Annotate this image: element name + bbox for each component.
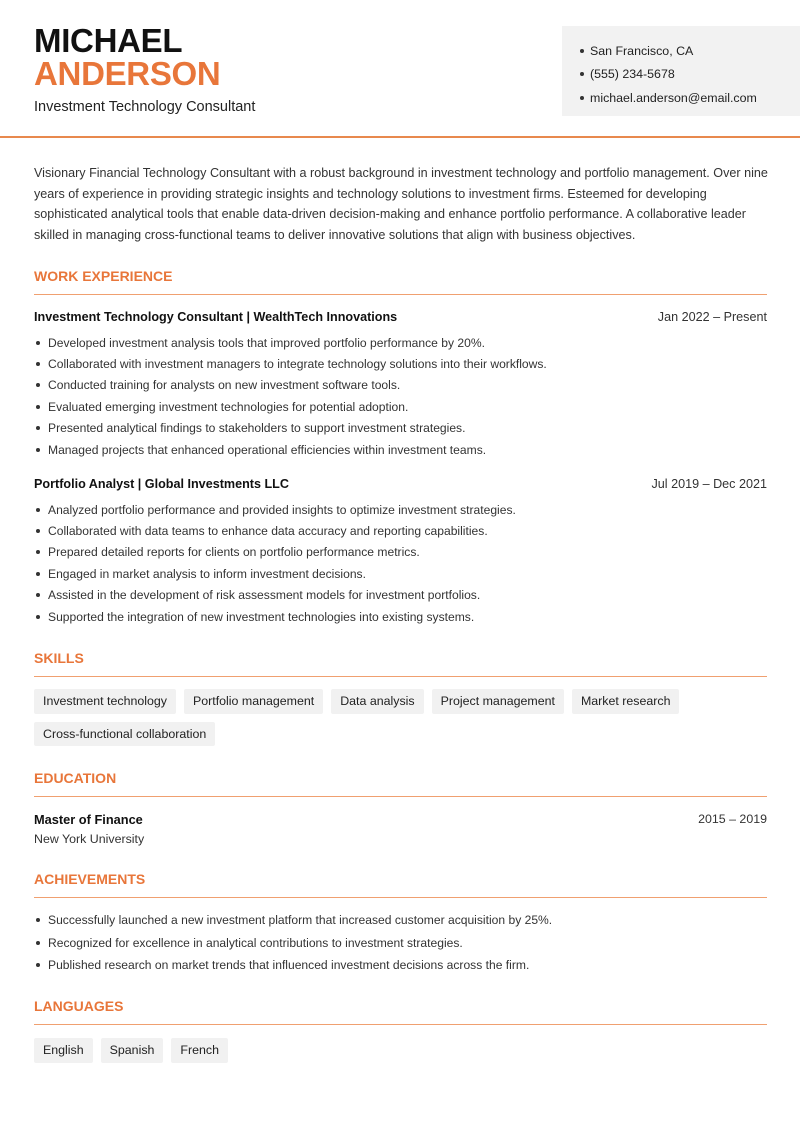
bullet-icon (36, 508, 40, 512)
skill-tag: Investment technology (34, 689, 176, 714)
bullet-icon (36, 918, 40, 922)
job-bullets (34, 499, 767, 627)
bullet-icon (36, 550, 40, 554)
list-item (34, 542, 767, 563)
list-item (34, 418, 767, 439)
list-item (34, 332, 767, 353)
bullet-icon (36, 572, 40, 576)
bullet-icon (580, 96, 584, 100)
job-title: Investment Technology Consultant (34, 99, 256, 115)
section-heading-achievements: ACHIEVEMENTS (34, 871, 767, 898)
skill-tag: Cross-functional collaboration (34, 722, 215, 747)
language-tag: French (171, 1038, 228, 1063)
skill-tag: Data analysis (331, 689, 423, 714)
bullet-icon (580, 72, 584, 76)
language-tag: Spanish (101, 1038, 164, 1063)
list-item (34, 563, 767, 584)
bullet-text: Analyzed portfolio performance and provided insights to optimize investment strategies. (48, 502, 516, 517)
bullet-text: Assisted in the development of risk assessment models for investment portfolios. (48, 588, 481, 603)
bullet-text: Collaborated with investment managers to integrate technology solutions into their workflows. (48, 357, 547, 372)
bullet-icon (36, 963, 40, 967)
job-row (34, 310, 767, 324)
bullet-text: Engaged in market analysis to inform investment decisions. (48, 566, 366, 581)
bullet-icon (36, 341, 40, 345)
first-name: MICHAEL (34, 22, 183, 59)
list-item (34, 954, 767, 977)
bullet-text: Evaluated emerging investment technologies for potential adoption. (48, 399, 409, 414)
bullet-icon (36, 362, 40, 366)
location-text: San Francisco, CA (590, 43, 694, 58)
bullet-icon (36, 529, 40, 533)
job-heading: Investment Technology Consultant | WealthTech Innovations (34, 310, 398, 324)
bullet-text: Managed projects that enhanced operational efficiencies within investment teams. (48, 442, 487, 457)
achievement-bullets (34, 909, 767, 977)
section-heading-skills: SKILLS (34, 650, 767, 677)
section-heading-languages: LANGUAGES (34, 998, 767, 1025)
contact-location (580, 39, 800, 63)
list-item (34, 396, 767, 417)
list-item (34, 909, 767, 932)
last-name: ANDERSON (34, 55, 221, 92)
list-item (34, 353, 767, 374)
bullet-text: Successfully launched a new investment platform that increased customer acquisition by 25%. (48, 913, 553, 928)
education-degree: Master of Finance (34, 812, 143, 827)
job-dates: Jul 2019 – Dec 2021 (651, 477, 767, 491)
phone-text: (555) 234-5678 (590, 67, 675, 82)
bullet-icon (36, 405, 40, 409)
skills-tags (34, 689, 767, 746)
education-dates: 2015 – 2019 (698, 812, 767, 826)
job-heading: Portfolio Analyst | Global Investments LLC (34, 477, 289, 491)
bullet-text: Recognized for excellence in analytical contributions to investment strategies. (48, 935, 463, 950)
contact-box (562, 26, 800, 116)
skill-tag: Portfolio management (184, 689, 323, 714)
list-item (34, 499, 767, 520)
bullet-icon (580, 49, 584, 53)
language-tags (34, 1038, 767, 1063)
language-tag: English (34, 1038, 93, 1063)
bullet-text: Conducted training for analysts on new investment software tools. (48, 378, 401, 393)
skill-tag: Market research (572, 689, 680, 714)
resume-header (0, 0, 800, 138)
bullet-icon (36, 593, 40, 597)
bullet-icon (36, 383, 40, 387)
list-item (34, 520, 767, 541)
bullet-text: Collaborated with data teams to enhance data accuracy and reporting capabilities. (48, 524, 488, 539)
summary-paragraph: Visionary Financial Technology Consultant with a robust background in investment technology and portfolio management. Over nine years of experience in providing strategic insights and technology solutions to investment firms. Esteemed for developing sophisticated analytical tools that enable data-driven decision-making and enhance portfolio performance. A collaborative leader skilled in managing cross-functional teams to deliver innovative solutions that align with business objectives. (34, 166, 768, 243)
bullet-text: Published research on market trends that influenced investment decisions across the firm. (48, 958, 530, 973)
list-item (34, 439, 767, 460)
bullet-icon (36, 941, 40, 945)
list-item (34, 375, 767, 396)
section-heading-education: EDUCATION (34, 770, 767, 797)
email-text: michael.anderson@email.com (590, 90, 757, 105)
bullet-icon (36, 426, 40, 430)
bullet-text: Prepared detailed reports for clients on portfolio performance metrics. (48, 545, 420, 560)
list-item (34, 606, 767, 627)
job-dates: Jan 2022 – Present (657, 310, 767, 324)
education-school: New York University (34, 832, 145, 846)
bullet-text: Developed investment analysis tools that improved portfolio performance by 20%. (48, 335, 485, 350)
list-item (34, 585, 767, 606)
skill-tag: Project management (432, 689, 564, 714)
list-item (34, 932, 767, 955)
bullet-text: Supported the integration of new investment technologies into existing systems. (48, 609, 475, 624)
section-heading-work: WORK EXPERIENCE (34, 268, 767, 295)
bullet-icon (36, 448, 40, 452)
job-row (34, 477, 767, 491)
contact-phone (580, 63, 800, 87)
job-bullets (34, 332, 767, 460)
bullet-text: Presented analytical findings to stakeholders to support investment strategies. (48, 421, 466, 436)
contact-email (580, 86, 800, 110)
bullet-icon (36, 615, 40, 619)
